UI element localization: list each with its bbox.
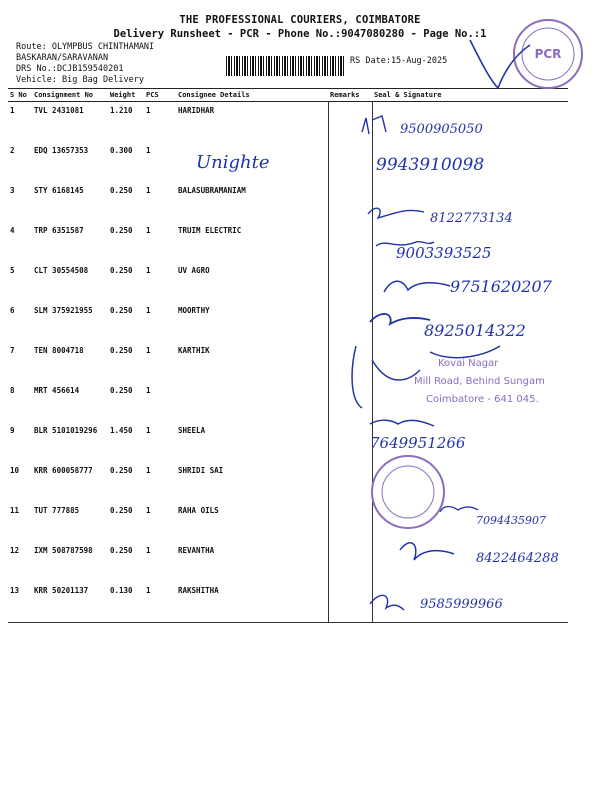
consignment-number: EDQ 13657353 <box>34 146 89 155</box>
signature-row-13 <box>370 595 404 610</box>
weight-value: 0.250 <box>110 466 133 475</box>
consignee-name: SHEELA <box>176 422 328 462</box>
pieces-count: 1 <box>144 582 176 623</box>
row-sno: 13 <box>8 582 32 623</box>
column-header-consignee: Consignee Details <box>176 89 328 102</box>
consignment-number: TUT 777885 <box>34 506 80 515</box>
vehicle-label: Vehicle: Big Bag Delivery <box>16 75 144 85</box>
column-header-weight: Weight <box>108 89 144 102</box>
weight-value: 0.250 <box>110 346 133 355</box>
runsheet-subtitle: Delivery Runsheet - PCR - Phone No.:9047080280 - Page No.:1 <box>113 28 487 40</box>
round-seal <box>372 456 444 528</box>
weight-value: 1.450 <box>110 426 133 435</box>
consignment-number: KRR 600058777 <box>34 466 93 475</box>
consignment-number: CLT 30554508 <box>34 266 89 275</box>
consignment-number: MRT 456614 <box>34 386 80 395</box>
drs-number: DRS No.:DCJB159540201 <box>16 64 124 74</box>
consignee-name: TRUIM ELECTRIC <box>176 222 328 262</box>
handwritten-phone-11: 7094435907 <box>476 514 546 527</box>
pieces-count: 1 <box>146 386 151 395</box>
pieces-count: 1 <box>146 186 151 195</box>
signature-row-12 <box>400 543 454 560</box>
pieces-count: 1 <box>146 106 151 115</box>
weight-value: 0.250 <box>110 266 133 275</box>
weight-value: 0.130 <box>108 582 144 623</box>
consignee-name: HARIDHAR <box>176 102 328 143</box>
weight-value: 0.250 <box>110 226 133 235</box>
column-header-consignment: Consignment No <box>32 89 108 102</box>
consignee-name: MOORTHY <box>176 302 328 342</box>
column-header-pcs: PCS <box>144 89 176 102</box>
row-sno: 11 <box>10 506 20 515</box>
column-header-remarks: Remarks <box>328 89 372 102</box>
weight-value: 0.250 <box>110 506 133 515</box>
handwritten-phone-1: 9500905050 <box>400 122 483 137</box>
weight-value: 1.210 <box>110 106 133 115</box>
handwritten-phone-6: 8925014322 <box>424 321 526 340</box>
consignment-number: BLR 5101019296 <box>34 426 98 435</box>
handwritten-phone-2: 9943910098 <box>376 155 485 175</box>
stamp-line-3: Coimbatore - 641 045. <box>426 394 539 405</box>
row-sno: 1 <box>10 106 15 115</box>
consignee-name: KARTHIK <box>176 342 328 382</box>
column-header-sno: S No <box>8 89 32 102</box>
company-title: THE PROFESSIONAL COURIERS, COIMBATORE <box>179 14 421 26</box>
signature-row-6 <box>370 314 430 324</box>
signature-row-9 <box>370 420 434 426</box>
signature-row-5 <box>384 281 450 292</box>
consignee-name: REVANTHA <box>176 542 328 582</box>
signature-row-11 <box>440 507 478 513</box>
tick-mark <box>470 40 530 88</box>
consignment-number: TRP 6351587 <box>34 226 84 235</box>
pieces-count: 1 <box>146 466 151 475</box>
row-sno: 3 <box>10 186 15 195</box>
signature-row-1 <box>362 116 386 134</box>
pieces-count: 1 <box>146 226 151 235</box>
corner-stamp <box>514 20 582 88</box>
weight-value: 0.250 <box>110 186 133 195</box>
weight-value: 0.250 <box>110 386 133 395</box>
handwritten-name-2: Unighte <box>196 152 270 173</box>
consignee-name: BALASUBRAMANIAM <box>176 182 328 222</box>
pieces-count: 1 <box>146 426 151 435</box>
consignment-number: STY 6168145 <box>34 186 84 195</box>
pieces-count: 1 <box>146 346 151 355</box>
row-sno: 8 <box>10 386 15 395</box>
handwritten-phone-4: 9003393525 <box>396 244 492 262</box>
pieces-count: 1 <box>146 506 151 515</box>
address-stamp <box>414 358 545 405</box>
weight-value: 0.300 <box>110 146 133 155</box>
pieces-count: 1 <box>146 146 151 155</box>
consignee-name: UV AGRO <box>176 262 328 302</box>
row-sno: 6 <box>10 306 15 315</box>
weight-value: 0.250 <box>110 306 133 315</box>
row-sno: 10 <box>10 466 20 475</box>
row-sno: 5 <box>10 266 15 275</box>
consignment-number: TEN 8004718 <box>34 346 84 355</box>
consignee-name: RAKSHITHA <box>176 582 328 623</box>
row-sno: 4 <box>10 226 15 235</box>
consignee-name: RAHA OILS <box>176 502 328 542</box>
handwritten-phone-9: 7649951266 <box>370 434 466 452</box>
delivery-boy-name: BASKARAN/SARAVANAN <box>16 53 109 63</box>
weight-value: 0.250 <box>110 546 133 555</box>
consignment-number: KRR 50201137 <box>32 582 108 623</box>
row-sno: 12 <box>10 546 20 555</box>
row-sno: 2 <box>10 146 15 155</box>
pieces-count: 1 <box>146 546 151 555</box>
signature-row-3 <box>368 208 424 218</box>
stamp-line-1: Kovai Nagar <box>438 358 499 369</box>
route-label: Route: OLYMPBUS CHINTHAMANI <box>16 42 155 52</box>
consignment-number: TVL 2431081 <box>34 106 84 115</box>
handwritten-phone-5: 9751620207 <box>450 277 552 296</box>
handwritten-phone-3: 8122773134 <box>430 211 513 226</box>
stamp-line-2: Mill Road, Behind Sungam <box>414 376 545 387</box>
handwritten-phone-12: 8422464288 <box>476 551 559 566</box>
handwritten-phone-13: 9585999966 <box>420 597 503 612</box>
column-header-signature: Seal & Signature <box>372 89 568 102</box>
corner-stamp-text: PCR <box>534 47 562 61</box>
pieces-count: 1 <box>146 306 151 315</box>
row-sno: 7 <box>10 346 15 355</box>
pieces-count: 1 <box>146 266 151 275</box>
rs-date: RS Date:15-Aug-2025 <box>350 56 448 66</box>
consignee-name: SHRIDI SAI <box>176 462 328 502</box>
consignment-number: IXM 508787598 <box>34 546 93 555</box>
consignment-number: SLM 375921955 <box>34 306 93 315</box>
row-sno: 9 <box>10 426 15 435</box>
